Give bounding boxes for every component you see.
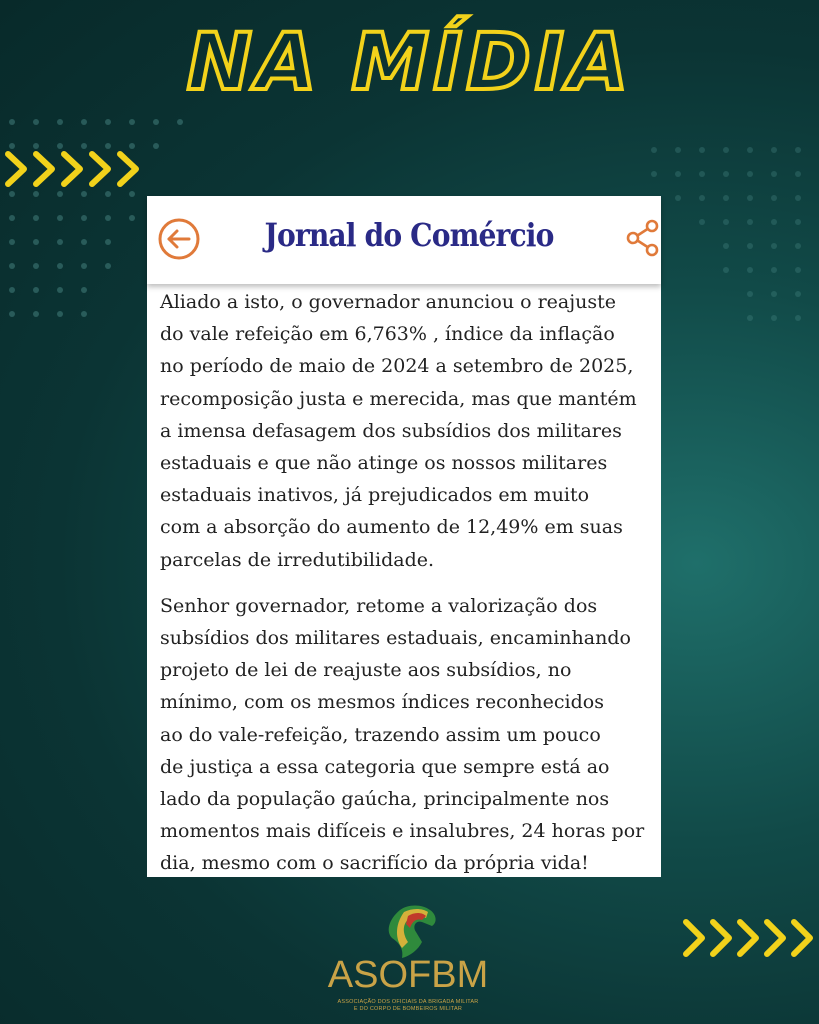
page-title: NA MÍDIA — [186, 18, 633, 108]
arrow-left-circle-icon — [157, 217, 201, 261]
newspaper-name: Jornal do Comércio — [264, 216, 554, 254]
chevrons-left-decoration — [2, 148, 142, 190]
rs-map-emblem-icon — [382, 902, 442, 960]
chevrons-right-decoration — [680, 916, 819, 960]
dot-pattern-right — [640, 140, 819, 460]
logo-name: ASOFBM — [327, 954, 489, 996]
asofbm-logo — [318, 902, 498, 1020]
article-paragraph: Senhor governador, retome a valorização dos subsídios dos militares estaduais, encaminhando projeto de lei de reajuste aos subsídios, no mínimo, com os mesmos índices reconhecidos ao do vale-refeição, trazendo assim um pouco de justiça a essa categoria que sempre está ao lado da população gaúcha, principalmente nos momentos mais difíceis e insalubres, 24 horas por dia, mesmo com o sacrifício da própria vida! — [160, 594, 645, 875]
logo-subtitle-line-1: ASSOCIAÇÃO DOS OFICIAIS DA BRIGADA MILITAR — [337, 999, 479, 1005]
share-button[interactable] — [625, 218, 661, 258]
share-icon — [625, 218, 661, 258]
article-header-bar — [147, 196, 661, 284]
back-button[interactable] — [157, 217, 201, 261]
article-paragraph: Aliado a isto, o governador anunciou o reajuste do vale refeição em 6,763% , índice da inflação no período de maio de 2024 a setembro de 2025, recomposição justa e merecida, mas que mantém a imensa defasagem dos subsídios dos militares estaduais e que não atinge os nossos militares estaduais inativos, já prejudicados em muito com a absorção do aumento de 12,49% em suas parcelas de irredutibilidade. — [160, 291, 637, 571]
article-body — [147, 280, 661, 877]
logo-subtitle-line-2: E DO CORPO DE BOMBEIROS MILITAR — [353, 1006, 463, 1012]
